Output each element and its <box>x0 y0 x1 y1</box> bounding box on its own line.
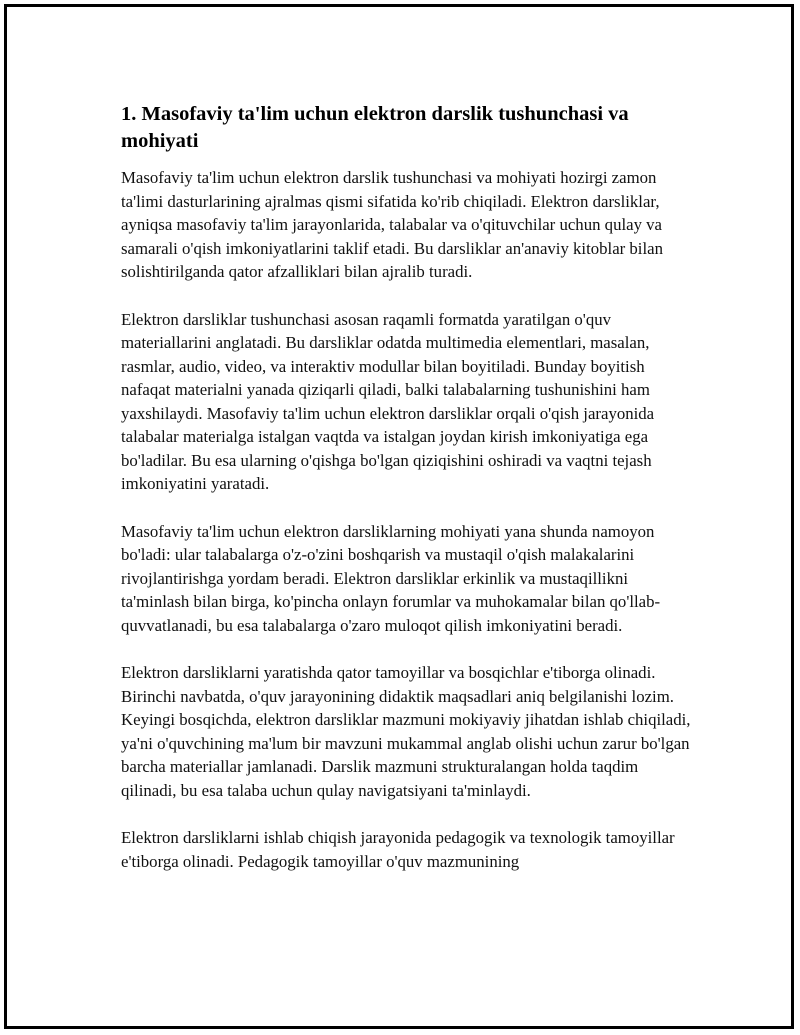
paragraph-2: Elektron darsliklar tushunchasi asosan raqamli formatda yaratilgan o'quv materiallarini anglatadi. Bu darsliklar odatda multimedia elementlari, masalan, rasmlar, audio, video, va interaktiv modullar bilan boyitiladi. Bunday boyitish nafaqat materialni yanada qiziqarli qiladi, balki talabalarning tushunishini ham yaxshilaydi. Masofaviy ta'lim uchun elektron darsliklar orqali o'qish jarayonida talabalar materialga istalgan vaqtda va istalgan joydan kirish imkoniyatiga ega bo'ladilar. Bu esa ularning o'qishga bo'lgan qiziqishini oshiradi va vaqtni tejash imkoniyatini yaratadi. <box>121 309 655 493</box>
document-body <box>121 101 693 897</box>
paragraph-3: Masofaviy ta'lim uchun elektron darsliklarning mohiyati yana shunda namoyon bo'ladi: ular talabalarga o'z-o'zini boshqarish va mustaqil o'qish malakalarini rivojlantirishga yordam beradi. Elektron darsliklar erkinlik va mustaqillikni ta'minlash bilan birga, ko'pincha onlayn forumlar va muhokamalar bilan qo'llab-quvvatlanadi, bu esa talabalarga o'zaro muloqot qilish imkoniyatini beradi. <box>121 521 661 635</box>
section-heading: 1. Masofaviy ta'lim uchun elektron darslik tushunchasi va mohiyati <box>121 103 629 152</box>
paragraph-4: Elektron darsliklarni yaratishda qator tamoyillar va bosqichlar e'tiborga olinadi. Birinchi navbatda, o'quv jarayonining didaktik maqsadlari aniq belgilanishi lozim. Keyingi bosqichda, elektron darsliklar mazmuni mokiyaviy jihatdan ishlab chiqiladi, ya'ni o'quvchining ma'lum bir mavzuni mukammal anglab olishi uchun zarur bo'lgan barcha materiallar jamlanadi. Darslik mazmuni strukturalangan holda taqdim qilinadi, bu esa talaba uchun qulay navigatsiyani ta'minlaydi. <box>121 663 691 800</box>
paragraph-5: Elektron darsliklarni ishlab chiqish jarayonida pedagogik va texnologik tamoyillar e'tiborga olinadi. Pedagogik tamoyillar o'quv mazmunining <box>121 828 675 871</box>
paragraph-1: Masofaviy ta'lim uchun elektron darslik tushunchasi va mohiyati hozirgi zamon ta'limi dasturlarining ajralmas qismi sifatida ko'rib chiqiladi. Elektron darsliklar, ayniqsa masofaviy ta'lim jarayonlarida, talabalar va o'qituvchilar uchun qulay va samarali o'qish imkoniyatlarini taklif etadi. Bu darsliklar an'anaviy kitoblar bilan solishtirilganda qator afzalliklari bilan ajralib turadi. <box>121 168 663 281</box>
page-frame <box>4 4 794 1029</box>
